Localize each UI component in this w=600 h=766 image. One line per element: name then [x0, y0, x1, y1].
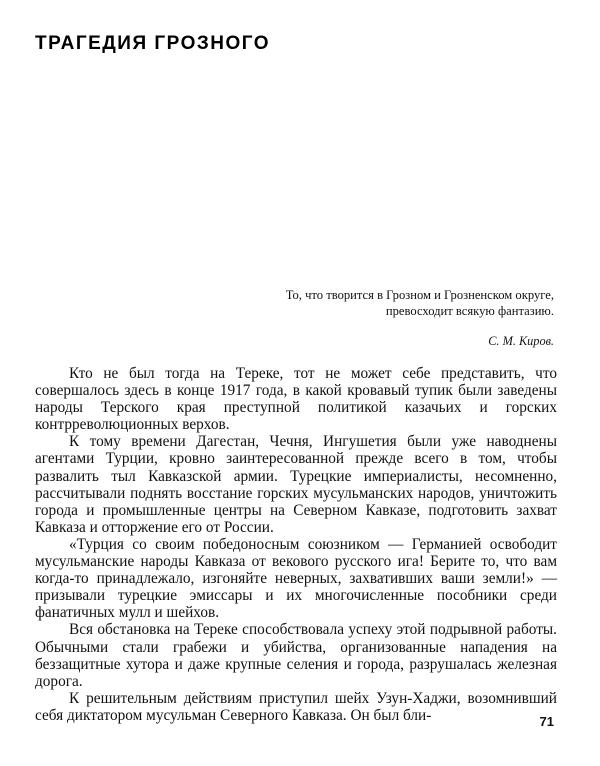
paragraph: Кто не был тогда на Тереке, тот не может себе представить, что совершалось здесь в конце 1917 года, в какой кровавый тупик были заведены народы Терского края преступной политикой казачьих и горских контрреволюционных верхов.: [35, 365, 557, 434]
paragraph: К решительным действиям приступил шейх Узун-Хаджи, возомнивший себя диктатором мусульман Северного Кавказа. Он был бли-: [35, 689, 557, 724]
body-text: [35, 365, 557, 724]
epigraph-author: С. М. Киров.: [488, 334, 554, 348]
paragraph: К тому времени Дагестан, Чечня, Ингушетия были уже наводнены агентами Турции, кровно заинтересованной прежде всего в том, чтобы развалить тыл Кавказской армии. Турецкие империалисты, несомненно, рассчитывали поднять восстание горских мусульманских народов, уничтожить города и промышленные центры на Северном Кавказе, подготовить захват Кавказа и отторжение его от России.: [35, 433, 557, 536]
paragraph: «Турция со своим победоносным союзником — Германией освободит мусульманские народы Кавказа от векового русского ига! Берите то, что вам когда-то принадлежало, изгоняйте неверных, захвативших ваши земли!» — призывали турецкие эмиссары и их многочисленные пособники среди фанатичных мулл и шейхов.: [35, 535, 557, 622]
epigraph-quote: То, что творится в Грозном и Грозненском округе, превосходит всякую фантазию.: [285, 288, 554, 318]
chapter-title: ТРАГЕДИЯ ГРОЗНОГО: [35, 33, 271, 54]
paragraph: Вся обстановка на Тереке способствовала успеху этой подрывной работы. Обычными стали грабежи и убийства, организованные нападения на беззащитные хутора и даже крупные селения и города, разрушалась железная дорога.: [35, 621, 557, 690]
page-number: 71: [539, 714, 554, 729]
epigraph: [269, 287, 554, 349]
